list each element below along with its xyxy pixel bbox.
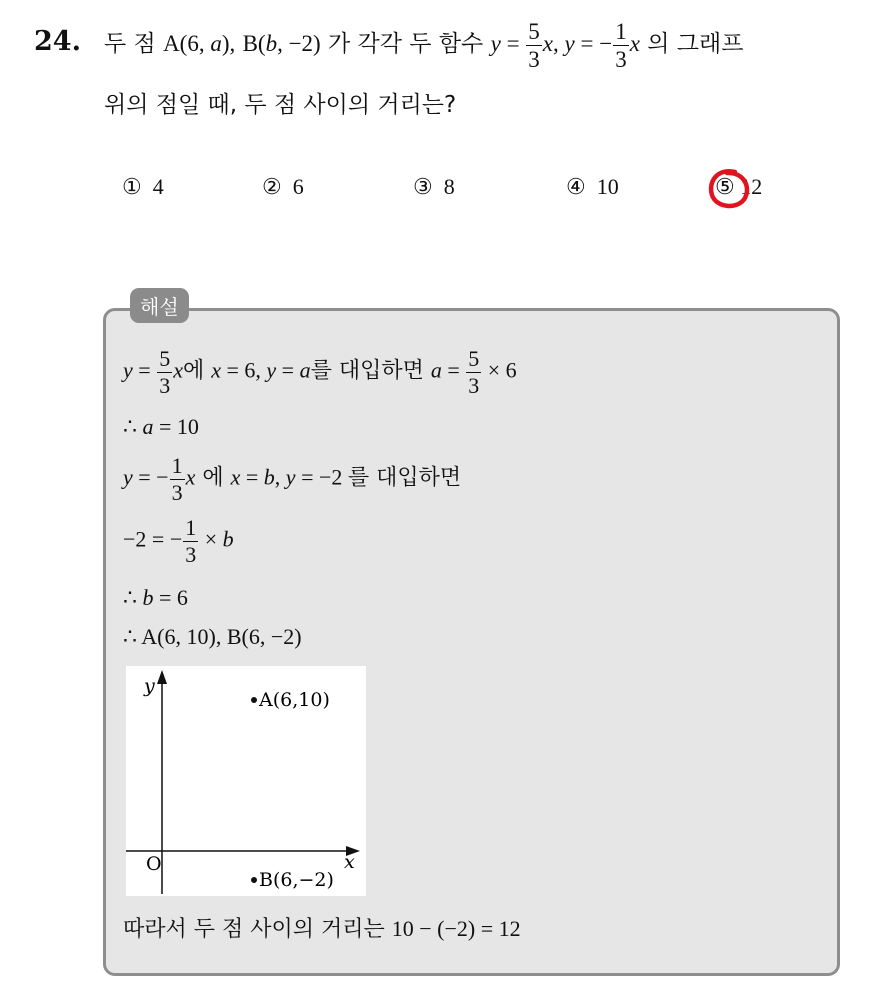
- coordinate-graph: [126, 666, 366, 896]
- choice-mark: ⑤: [715, 174, 735, 199]
- point-a-label: A(6,10): [259, 689, 330, 711]
- question-text-mid: 가 각각 두 함수: [328, 30, 484, 57]
- choice-value: 4: [152, 174, 164, 199]
- choice-value: 10: [596, 174, 619, 199]
- solution-line-6: ∴ A(6, 10), B(6, −2): [123, 624, 302, 649]
- solution-line-conclusion: 따라서 두 점 사이의 거리는 10 − (−2) = 12: [123, 916, 521, 942]
- solution-line-3: y = − $\frac{1}{3}$ x 에 x = b, y = −2 를 대입하면: [123, 453, 462, 505]
- question-line-2: 위의 점일 때, 두 점 사이의 거리는?: [104, 92, 457, 118]
- choice-mark: ②: [262, 174, 282, 199]
- solution-line-4: −2 = − $\frac{1}{3}$ × b: [123, 515, 234, 567]
- solution-line-1: y = $\frac{5}{3}$ x에 x = 6, y = a를 대입하면 a = $\frac{5}{3}$ × 6: [123, 346, 517, 398]
- point-b: B(b, −2): [242, 30, 321, 56]
- solution-line-5: ∴ b = 6: [123, 585, 188, 610]
- solution-tag: 해설: [130, 288, 189, 323]
- question-text-pre: 두 점: [104, 30, 164, 57]
- question-line-1: [104, 20, 743, 71]
- choice-value: 8: [443, 174, 455, 199]
- point-b-dot: [251, 877, 257, 883]
- question-text-end: 의 그래프: [647, 30, 744, 57]
- choice-value: 6: [292, 174, 304, 199]
- y-axis-label: y: [144, 675, 155, 697]
- answer-circle-icon: [705, 166, 751, 212]
- question-number: 24.: [34, 26, 81, 57]
- solution-line-2: ∴ a = 10: [123, 414, 199, 439]
- choice-mark: ④: [566, 174, 586, 199]
- point-b-label: B(6,−2): [259, 869, 334, 891]
- function-2: y = − $\frac{1}{3}$ x: [564, 19, 640, 72]
- choice-mark: ③: [413, 174, 433, 199]
- choice-value: 12: [740, 174, 763, 199]
- point-a-dot: [251, 697, 257, 703]
- choice-1[interactable]: [122, 174, 164, 200]
- choice-2[interactable]: [262, 174, 304, 200]
- function-1: y = $\frac{5}{3}$ x,: [490, 19, 565, 72]
- point-a: A(6, a),: [163, 30, 236, 56]
- origin-label: O: [146, 853, 162, 875]
- choice-3[interactable]: [413, 174, 455, 200]
- choice-mark: ①: [122, 174, 142, 199]
- choice-4[interactable]: [566, 174, 619, 200]
- x-axis-label: x: [344, 851, 355, 873]
